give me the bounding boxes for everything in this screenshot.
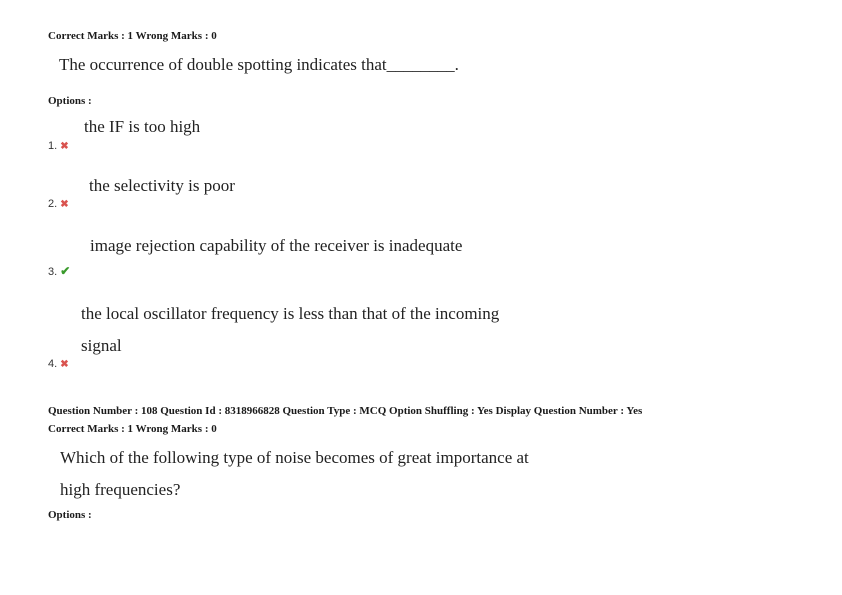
marks-line: Correct Marks : 1 Wrong Marks : 0	[48, 30, 217, 42]
option-3-marker	[48, 262, 70, 280]
marks-line: Correct Marks : 1 Wrong Marks : 0	[48, 423, 217, 435]
option-number: 1.	[48, 140, 58, 152]
question-text-line2: high frequencies?	[60, 480, 181, 499]
question-info-line: Question Number : 108 Question Id : 8318966828 Question Type : MCQ Option Shuffling : Yes Display Question Number : Yes	[48, 405, 643, 417]
option-3-text: image rejection capability of the receiver is inadequate	[90, 236, 463, 255]
cross-icon: ✖	[60, 199, 69, 210]
question-text-line1: Which of the following type of noise becomes of great importance at	[60, 448, 529, 467]
options-label: Options :	[48, 95, 92, 107]
option-1-marker	[48, 136, 69, 154]
option-number: 2.	[48, 198, 58, 210]
option-number: 4.	[48, 358, 58, 370]
option-4-text-line2: signal	[81, 336, 122, 355]
option-2-text: the selectivity is poor	[89, 176, 235, 195]
option-4-marker	[48, 354, 69, 372]
option-4-text-line1: the local oscillator frequency is less than that of the incoming	[81, 304, 500, 323]
option-1-text: the IF is too high	[84, 117, 201, 136]
options-label: Options :	[48, 509, 92, 521]
option-2-marker	[48, 194, 69, 212]
cross-icon: ✖	[60, 141, 69, 152]
cross-icon: ✖	[60, 359, 69, 370]
check-icon: ✔	[60, 264, 71, 278]
option-number: 3.	[48, 266, 58, 278]
question-text: The occurrence of double spotting indicates that________.	[59, 55, 459, 74]
